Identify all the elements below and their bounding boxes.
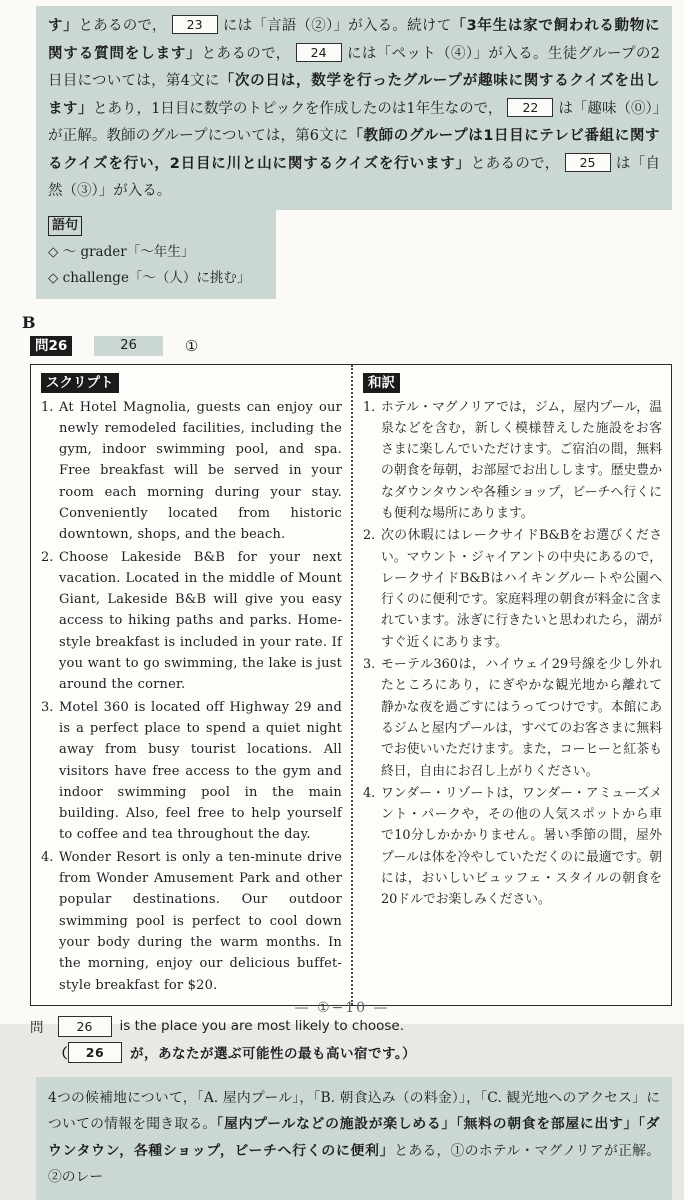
answer-explanation-block: [36, 6, 672, 299]
commentary-block: [36, 1077, 672, 1200]
explanation-paragraph: [36, 6, 672, 210]
vocab-label: 語句: [48, 216, 82, 236]
answer-box: 25: [565, 153, 611, 172]
translation-label: 和訳: [363, 373, 400, 393]
correct-answer-number: ①: [184, 336, 199, 355]
script-translation-panel: [30, 364, 672, 1006]
question-sentence-ja: [54, 1042, 684, 1063]
question-number-label: 問26: [30, 336, 72, 356]
text-run: とある，①のホテル・マグノリアが正解。②のレー: [48, 1142, 660, 1186]
answer-box: 24: [296, 43, 342, 62]
page-number: — ①−10 —: [294, 1000, 390, 1016]
answer-box: 22: [507, 98, 553, 117]
text-run: 4つの候補地について，「A. 屋内プール」，「B. 朝食込み（の料金）」，「C. 観光地へのアクセス」についての情報を聞き取る。: [48, 1089, 660, 1133]
list-item-number: 4.: [41, 849, 54, 865]
list-item: [363, 783, 662, 911]
list-item: [41, 397, 342, 546]
bold-quote: 「3年生は家で飼われる動物に関する質問をします」: [48, 18, 661, 62]
question-text-ja: が，あなたが選ぶ可能性の最も高い宿です。）: [130, 1046, 417, 1063]
bold-quote: 「教師のグループは1日目にテレビ番組に関するクイズを行い，2日目に川と山に関するクイズを行います」: [48, 128, 660, 172]
list-item-number: 4.: [363, 785, 376, 801]
answer-box: 23: [172, 15, 218, 34]
vocab-entry: ◇ challenge「～（人）に挑む」: [48, 269, 251, 286]
bold-quote: 「屋内プールなどの施設が楽しめる」「無料の朝食を部屋に出す」「ダウンタウン，各種ショップ，ビーチへ行くのに便利」: [48, 1116, 661, 1159]
question-answer-row: [30, 336, 684, 356]
question-mark-label: 問: [30, 1020, 44, 1037]
question-text-en: is the place you are most likely to choose.: [119, 1018, 405, 1035]
answer-box: 26: [68, 1042, 122, 1063]
list-item: [41, 847, 342, 996]
text-run: とあるので，: [470, 155, 560, 172]
translation-list: [363, 397, 662, 911]
list-item-text: ワンダー・リゾートは，ワンダー・アミューズメント・パークや，その他の人気スポットから車で10分しかかかりません。暑い季節の間，屋外プールは体を冷やしていただくのに最適です。朝には，おいしいビュッフェ・スタイルの朝食を20ドルでお楽しみください。: [381, 785, 662, 908]
question-sentence-block: [30, 1016, 684, 1063]
list-item: [363, 654, 662, 782]
section-heading: B: [22, 312, 36, 332]
list-item-text: Motel 360 is located off Highway 29 and is a perfect place to spend a quiet night away from busy tourist locations. All visitors have free access to the gym and indoor swimming pool in the main building. Also, feel free to help yourself to coffee and tea throughout the day.: [59, 699, 342, 843]
text-run: とあり，1日目に数学のトピックを作成したのは1年生なので，: [93, 100, 503, 117]
list-item-text: モーテル360は，ハイウェイ29号線を少し外れたところにあり，にぎやかな観光地から離れて静かな夜を過ごすにはうってつけです。本館にあるジムと屋内プールは，すべてのお客さまに無料でお使いいただけます。また，コーヒーと紅茶も終日，自由にお召し上がりください。: [381, 657, 662, 779]
script-column: [31, 365, 351, 1005]
list-item-text: Choose Lakeside B&B for your next vacation. Located in the middle of Mount Giant, Lakeside B&B will give you easy access to hiking paths and parks. Home-style breakfast is included in your rate. If you want to go swimming, the lake is just around the corner.: [59, 549, 342, 693]
text-run: は「趣味（⓪）」が正解。教師のグループについては，第6文に: [48, 100, 660, 144]
list-item-number: 2.: [363, 528, 376, 544]
list-item: [363, 525, 662, 653]
bold-quote: す」: [48, 18, 79, 34]
list-item-number: 1.: [41, 399, 54, 415]
script-list: [41, 397, 342, 996]
paren-open: （: [54, 1046, 68, 1063]
list-item-number: 3.: [363, 657, 376, 673]
list-item-text: ホテル・マグノリアでは，ジム，屋内プール，温泉などを含む，新しく模様替えした施設をお客さまに楽しんでいただけます。ご宿泊の間，無料の朝食を毎朝，お部屋でお出しします。歴史豊かなダウンタウンや各種ショップ，ビーチへ行くにも便利な場所にあります。: [381, 399, 662, 521]
bold-quote: 「次の日は，数学を行ったグループが趣味に関するクイズを出します」: [48, 73, 661, 117]
list-item-number: 3.: [41, 699, 54, 715]
list-item: [41, 697, 342, 846]
list-item-number: 1.: [363, 399, 376, 415]
vocabulary-section: [36, 210, 276, 299]
answer-slot-box: 26: [94, 336, 163, 356]
script-label: スクリプト: [41, 373, 119, 393]
translation-column: [351, 365, 671, 1005]
list-item: [363, 397, 662, 525]
answer-box: 26: [58, 1016, 112, 1037]
list-item-number: 2.: [41, 549, 54, 565]
vocab-entry: ◇ ～ grader「～年生」: [48, 243, 195, 260]
list-item-text: Wonder Resort is only a ten-minute drive from Wonder Amusement Park and other popular destinations. Our outdoor swimming pool is perfect to cool down your body during the warm months. In the morning, enjoy our delicious buffet-style breakfast for $20.: [59, 849, 342, 993]
list-item-text: 次の休暇にはレークサイドB&Bをお選びください。マウント・ジャイアントの中央にあるので，レークサイドB&Bはハイキングルートや公園へ行くのに便利です。家庭料理の朝食が料金に含まれています。泳ぎに行きたいと思われたら，湖がすぐ近くにあります。: [381, 528, 662, 650]
text-run: には「言語（②）」が入る。続けて: [222, 18, 452, 34]
list-item: [41, 547, 342, 696]
list-item-text: At Hotel Magnolia, guests can enjoy our newly remodeled facilities, including the gym, indoor swimming pool, and spa. Free breakfast will be served in your room each morning during your stay. Conveniently located from historic downtown, shops, and the beach.: [59, 399, 342, 543]
text-run: とあるので，: [201, 45, 291, 62]
text-run: とあるので，: [78, 18, 167, 34]
question-sentence-en: [30, 1016, 684, 1037]
text-run: は「自然（③）」が入る。: [48, 155, 660, 199]
text-run: には「ペット（④）」が入る。生徒グループの2日目については，第4文に: [48, 45, 660, 89]
